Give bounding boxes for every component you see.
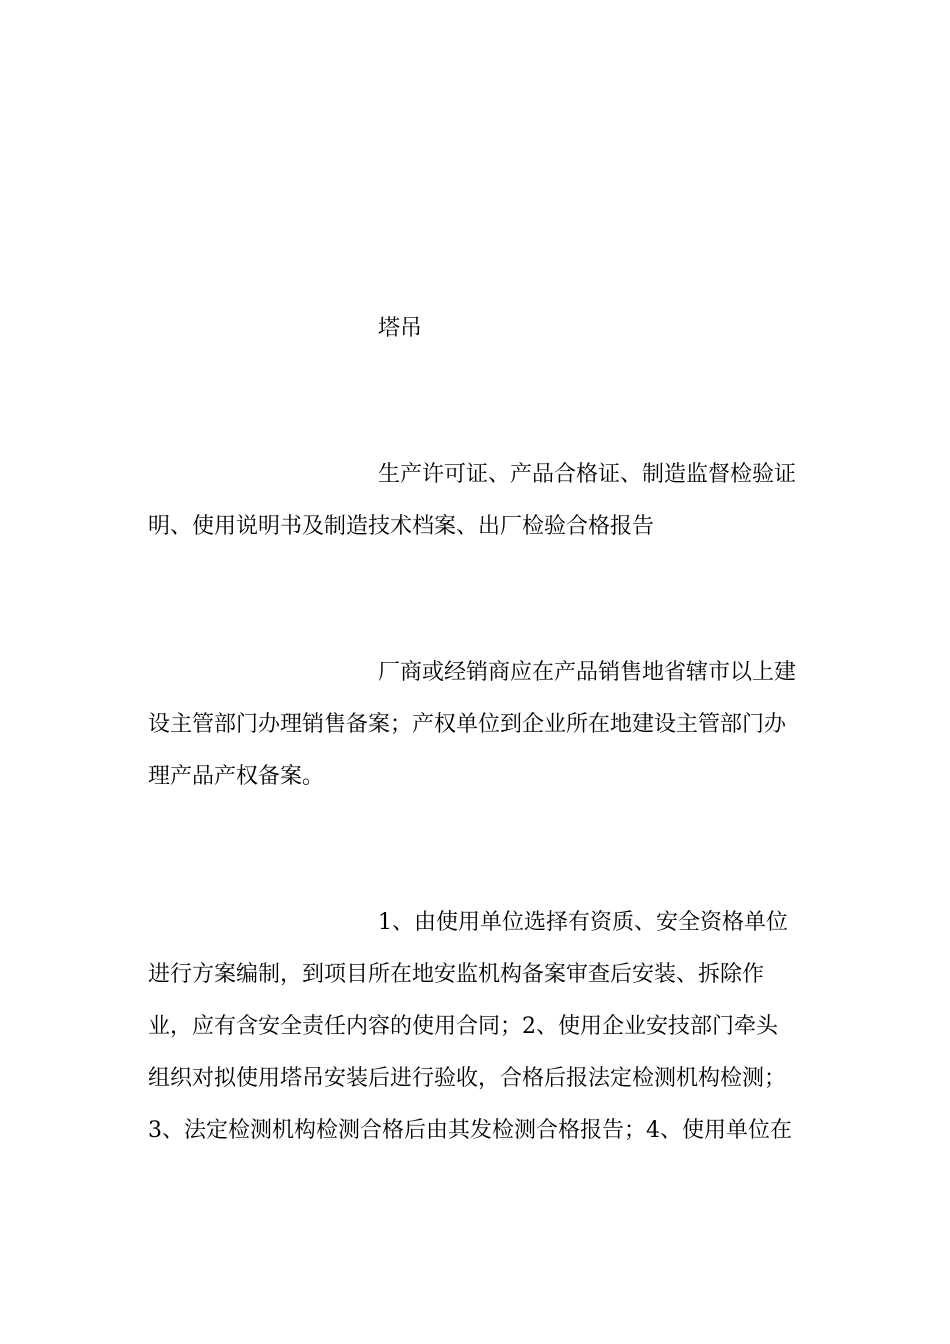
paragraph-line: 明、使用说明书及制造技术档案、出厂检验合格报告 (148, 514, 655, 539)
paragraph-line: 1、由使用单位选择有资质、安全资格单位 (378, 910, 788, 935)
paragraph-line: 3、法定检测机构检测合格后由其发检测合格报告；4、使用单位在 (148, 1118, 792, 1143)
paragraph-line: 生产许可证、产品合格证、制造监督检验证 (378, 462, 797, 487)
paragraph-line: 理产品产权备案。 (148, 764, 325, 789)
paragraph-line: 设主管部门办理销售备案；产权单位到企业所在地建设主管部门办 (148, 712, 787, 737)
paragraph-line: 组织对拟使用塔吊安装后进行验收，合格后报法定检测机构检测； (148, 1066, 787, 1091)
document-title: 塔吊 (378, 316, 423, 341)
paragraph-line: 进行方案编制，到项目所在地安监机构备案审查后安装、拆除作 (148, 962, 765, 987)
paragraph-line: 厂商或经销商应在产品销售地省辖市以上建 (378, 660, 797, 685)
paragraph-line: 业，应有含安全责任内容的使用合同；2、使用企业安技部门牵头 (148, 1014, 778, 1039)
